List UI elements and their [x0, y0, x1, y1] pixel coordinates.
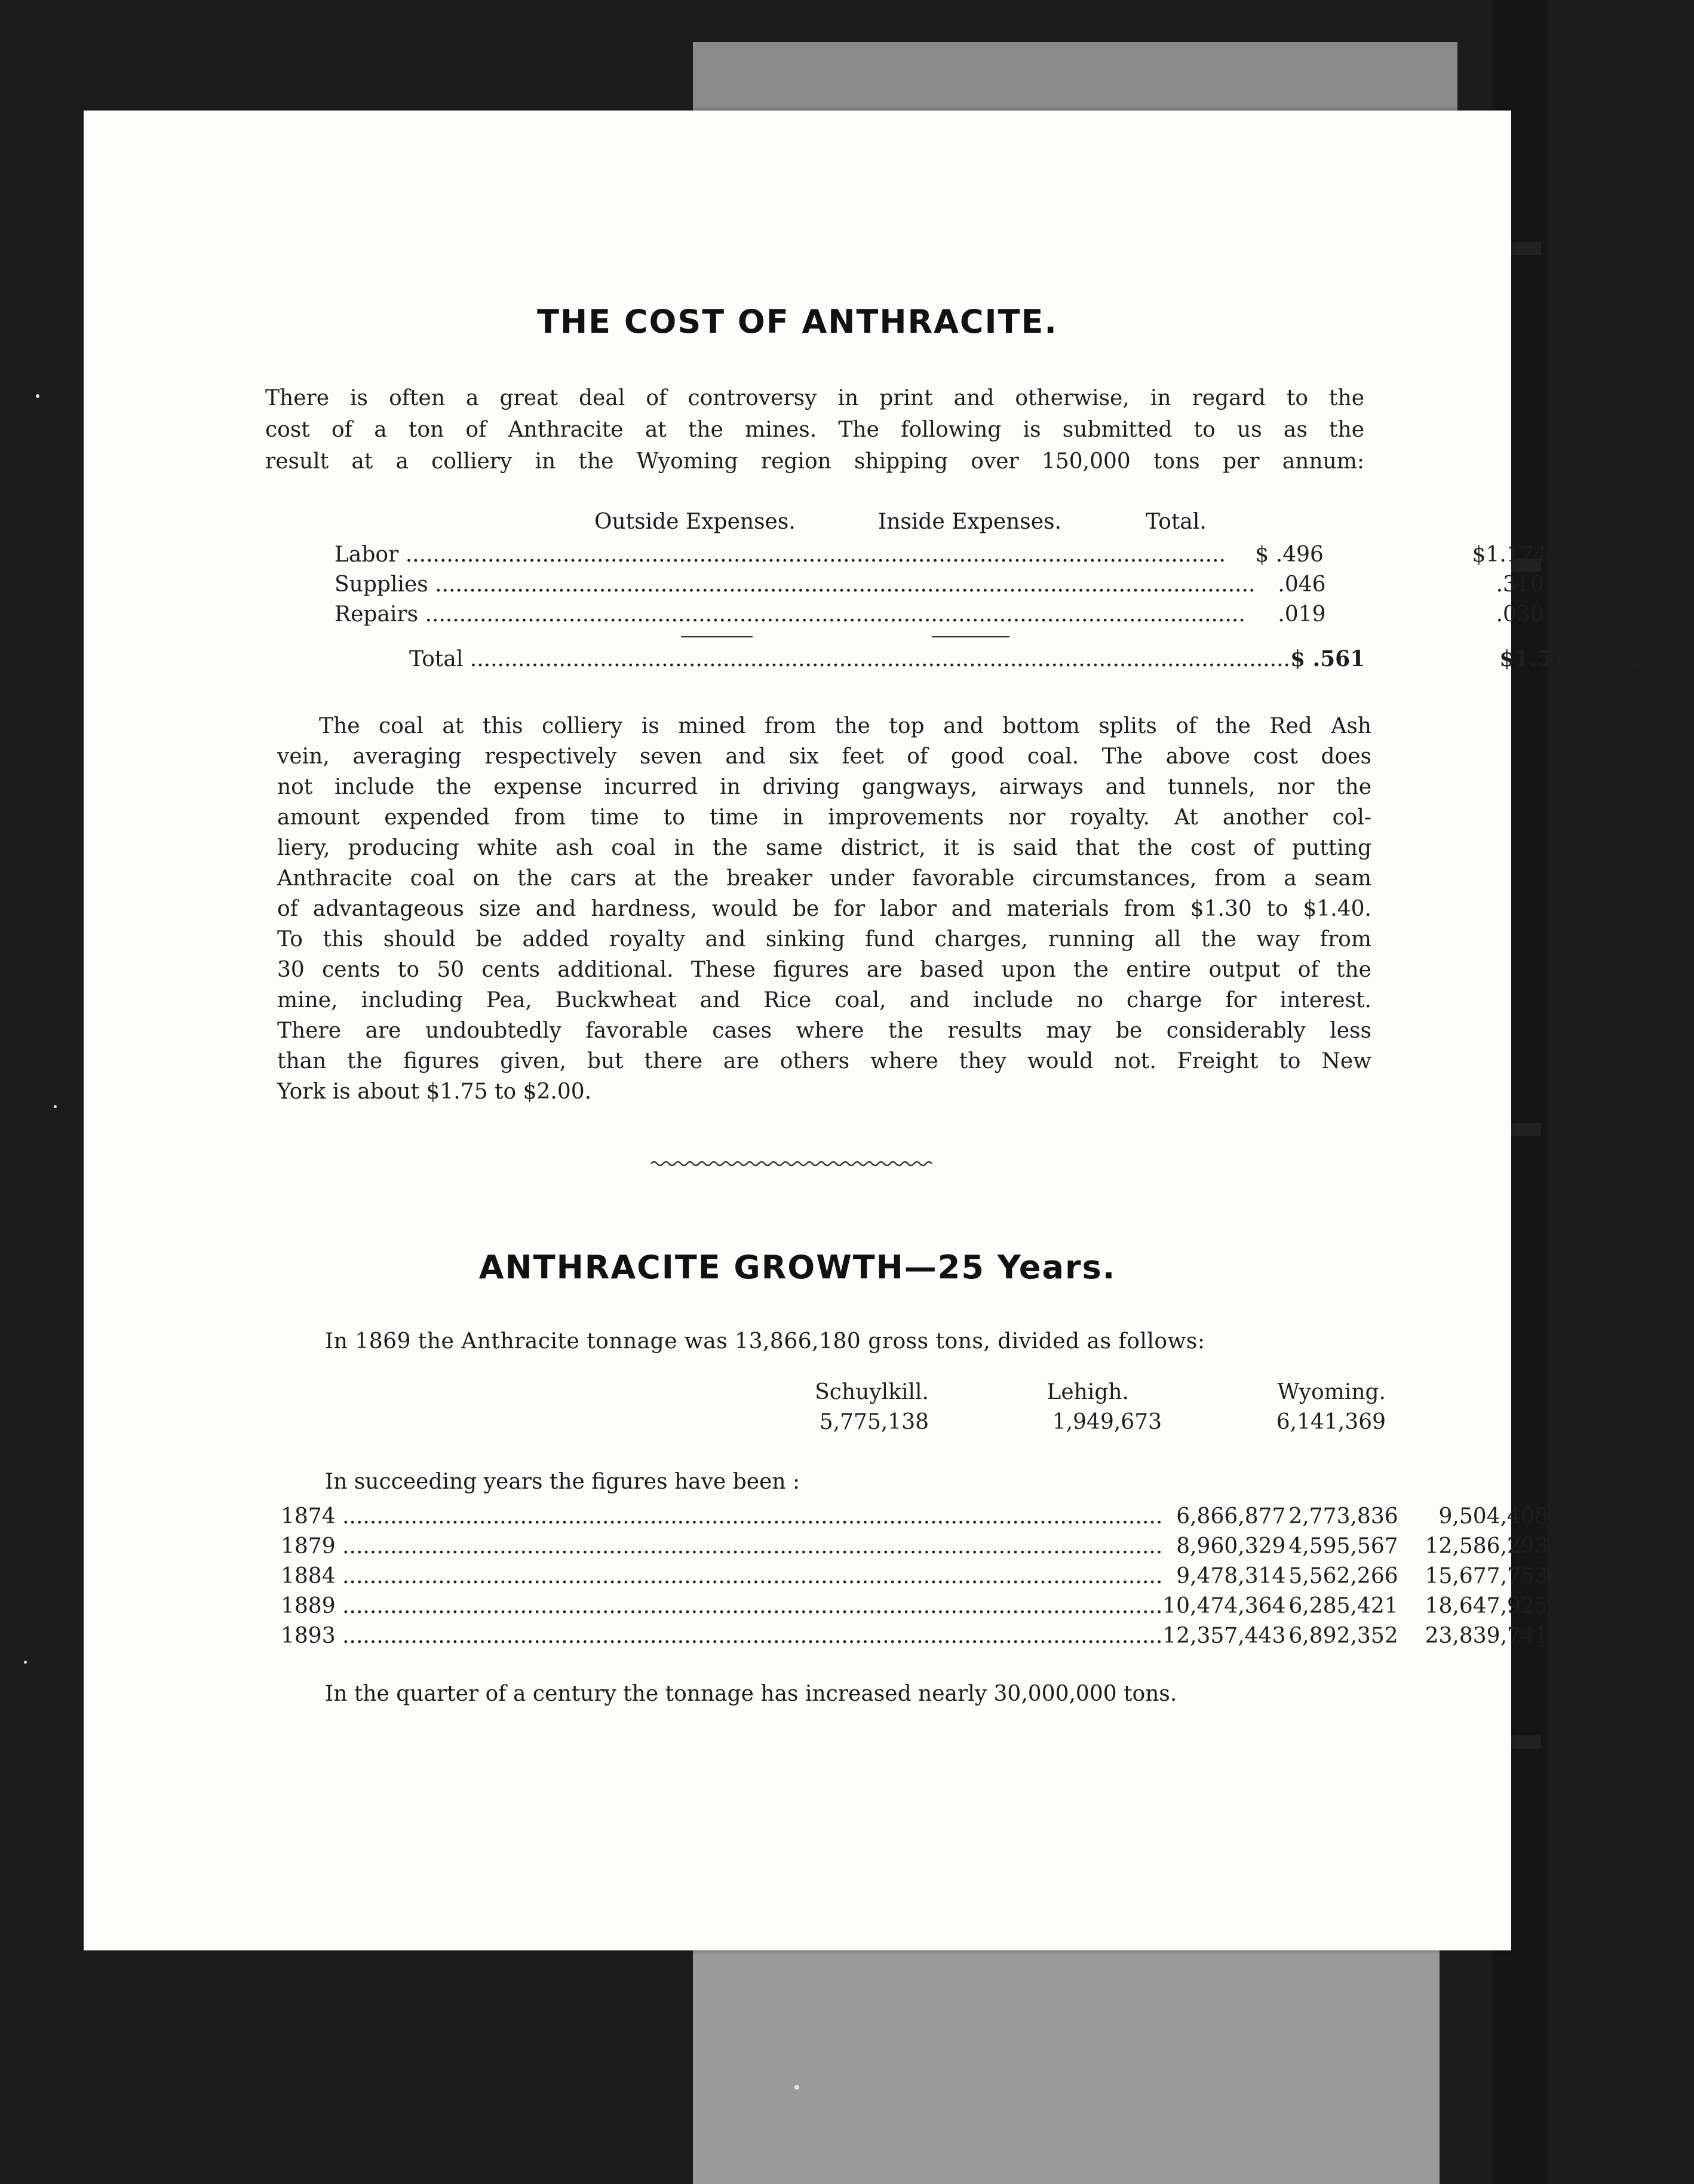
region-schuylkill: Schuylkill. — [815, 1379, 929, 1404]
body-line: To this should be added royalty and sinking fund charges, running all the way from — [277, 927, 1371, 952]
region-names-row — [765, 1377, 1386, 1407]
intro-line: result at a colliery in the Wyoming region shipping over 150,000 tons per annum: — [265, 449, 1364, 474]
total-rule-inside — [932, 636, 1009, 637]
scan-speck — [54, 1105, 57, 1108]
table-row — [281, 1621, 1548, 1651]
year-cell: 1893 ..... — [281, 1621, 1162, 1651]
table-row — [409, 644, 1694, 674]
cost-intro-paragraph — [265, 382, 1364, 477]
row-label: Repairs ..... — [334, 599, 1255, 629]
table-row — [281, 1561, 1548, 1591]
cost-body-paragraph — [277, 711, 1371, 1107]
schuylkill-cell: 12,357,443 — [1162, 1623, 1286, 1648]
schuylkill-cell: 10,474,364 — [1162, 1593, 1286, 1618]
growth-heading: ANTHRACITE GROWTH—25 Years. — [478, 1249, 1116, 1286]
total-label: Total ..... — [409, 644, 1290, 674]
year-cell: 1884 ..... — [281, 1561, 1162, 1591]
year-cell: 1874 ..... — [281, 1501, 1162, 1531]
region-lehigh: Lehigh. — [1047, 1379, 1129, 1404]
growth-intro: In 1869 the Anthracite tonnage was 13,866,180 gross tons, divided as follows: — [325, 1329, 1205, 1354]
scan-speck — [36, 394, 39, 398]
total-inside-value: $1.514 — [1499, 646, 1582, 671]
wyoming-cell: 9,504,408 — [1438, 1504, 1548, 1529]
total-rule-outside — [681, 636, 753, 637]
schuylkill-cell: 8,960,329 — [1176, 1533, 1286, 1559]
base-lehigh: 1,949,673 — [1052, 1409, 1162, 1434]
inside-value: .030 — [1496, 602, 1544, 627]
header-total: Total. — [1146, 510, 1207, 534]
row-label: Supplies ..... — [334, 569, 1255, 599]
body-line: 30 cents to 50 cents additional. These figures are based upon the entire output of the — [277, 958, 1371, 982]
lehigh-cell: 5,562,266 — [1288, 1563, 1398, 1588]
growth-table — [281, 1501, 1548, 1651]
cost-total-row — [409, 644, 1694, 674]
schuylkill-cell: 6,866,877 — [1176, 1504, 1286, 1529]
body-line: liery, producing white ash coal in the same district, it is said that the cost of putting — [277, 836, 1371, 860]
year-cell: 1879 ..... — [281, 1531, 1162, 1561]
grand-total-value: $2.075 — [1612, 646, 1694, 671]
scan-speck — [794, 2085, 799, 2090]
schuylkill-cell: 9,478,314 — [1176, 1563, 1286, 1588]
table-row — [334, 599, 1548, 629]
wyoming-cell: 15,677,753 — [1425, 1563, 1548, 1588]
table-row — [334, 539, 1548, 569]
body-line: mine, including Pea, Buckwheat and Rice coal, and include no charge for interest. — [277, 988, 1371, 1013]
body-line: of advantageous size and hardness, would be for labor and materials from $1.30 to $1.40. — [277, 897, 1371, 921]
body-line: vein, averaging respectively seven and six feet of good coal. The above cost does — [277, 744, 1371, 769]
region-header-table — [765, 1377, 1386, 1437]
body-line: not include the expense incurred in driving gangways, airways and tunnels, nor the — [277, 775, 1371, 799]
wavy-divider — [651, 1159, 932, 1168]
body-line: The coal at this colliery is mined from the top and bottom splits of the Red Ash — [319, 714, 1371, 738]
header-outside-expenses: Outside Expenses. — [594, 510, 796, 534]
base-schuylkill: 5,775,138 — [819, 1409, 929, 1434]
wyoming-cell: 12,586,293 — [1425, 1533, 1548, 1559]
inside-value: .310 — [1496, 572, 1544, 597]
base-values-row — [765, 1407, 1386, 1437]
table-row — [281, 1501, 1548, 1531]
outside-value: .046 — [1278, 572, 1326, 597]
succeeding-label: In succeeding years the figures have been : — [325, 1470, 800, 1494]
wyoming-cell: 23,839,741 — [1425, 1623, 1548, 1648]
growth-conclusion: In the quarter of a century the tonnage has increased nearly 30,000,000 tons. — [325, 1682, 1177, 1706]
total-outside-value: $ .561 — [1290, 646, 1365, 671]
scan-background-bottom — [693, 1941, 1440, 2184]
intro-line: cost of a ton of Anthracite at the mines. The following is submitted to us as the — [265, 418, 1364, 442]
table-row — [334, 569, 1548, 599]
year-cell: 1889 ..... — [281, 1591, 1162, 1621]
table-row — [281, 1531, 1548, 1561]
body-line: amount expended from time to time in improvements nor royalty. At another col- — [277, 805, 1371, 830]
lehigh-cell: 6,892,352 — [1288, 1623, 1398, 1648]
body-line: There are undoubtedly favorable cases where the results may be considerably less — [277, 1019, 1371, 1043]
lehigh-cell: 6,285,421 — [1288, 1593, 1398, 1618]
document-page — [84, 111, 1694, 1950]
body-line: York is about $1.75 to $2.00. — [277, 1079, 592, 1104]
wyoming-cell: 18,647,925 — [1425, 1593, 1548, 1618]
inside-value: $1.174 — [1472, 542, 1548, 567]
outside-value: .019 — [1278, 602, 1326, 627]
lehigh-cell: 2,773,836 — [1288, 1504, 1398, 1529]
base-wyoming: 6,141,369 — [1276, 1409, 1386, 1434]
scan-speck — [24, 1661, 27, 1664]
region-wyoming: Wyoming. — [1277, 1379, 1386, 1404]
header-inside-expenses: Inside Expenses. — [878, 510, 1062, 534]
table-row — [281, 1591, 1548, 1621]
lehigh-cell: 4,595,567 — [1288, 1533, 1398, 1559]
row-label: Labor ..... — [334, 539, 1255, 569]
body-line: Anthracite coal on the cars at the breaker under favorable circumstances, from a seam — [277, 866, 1371, 891]
body-line: than the figures given, but there are others where they would not. Freight to New — [277, 1049, 1371, 1073]
intro-line: There is often a great deal of controversy in print and otherwise, in regard to the — [265, 386, 1364, 410]
cost-table — [334, 539, 1548, 629]
outside-value: $ .496 — [1255, 542, 1324, 567]
cost-heading: THE COST OF ANTHRACITE. — [537, 303, 1058, 341]
